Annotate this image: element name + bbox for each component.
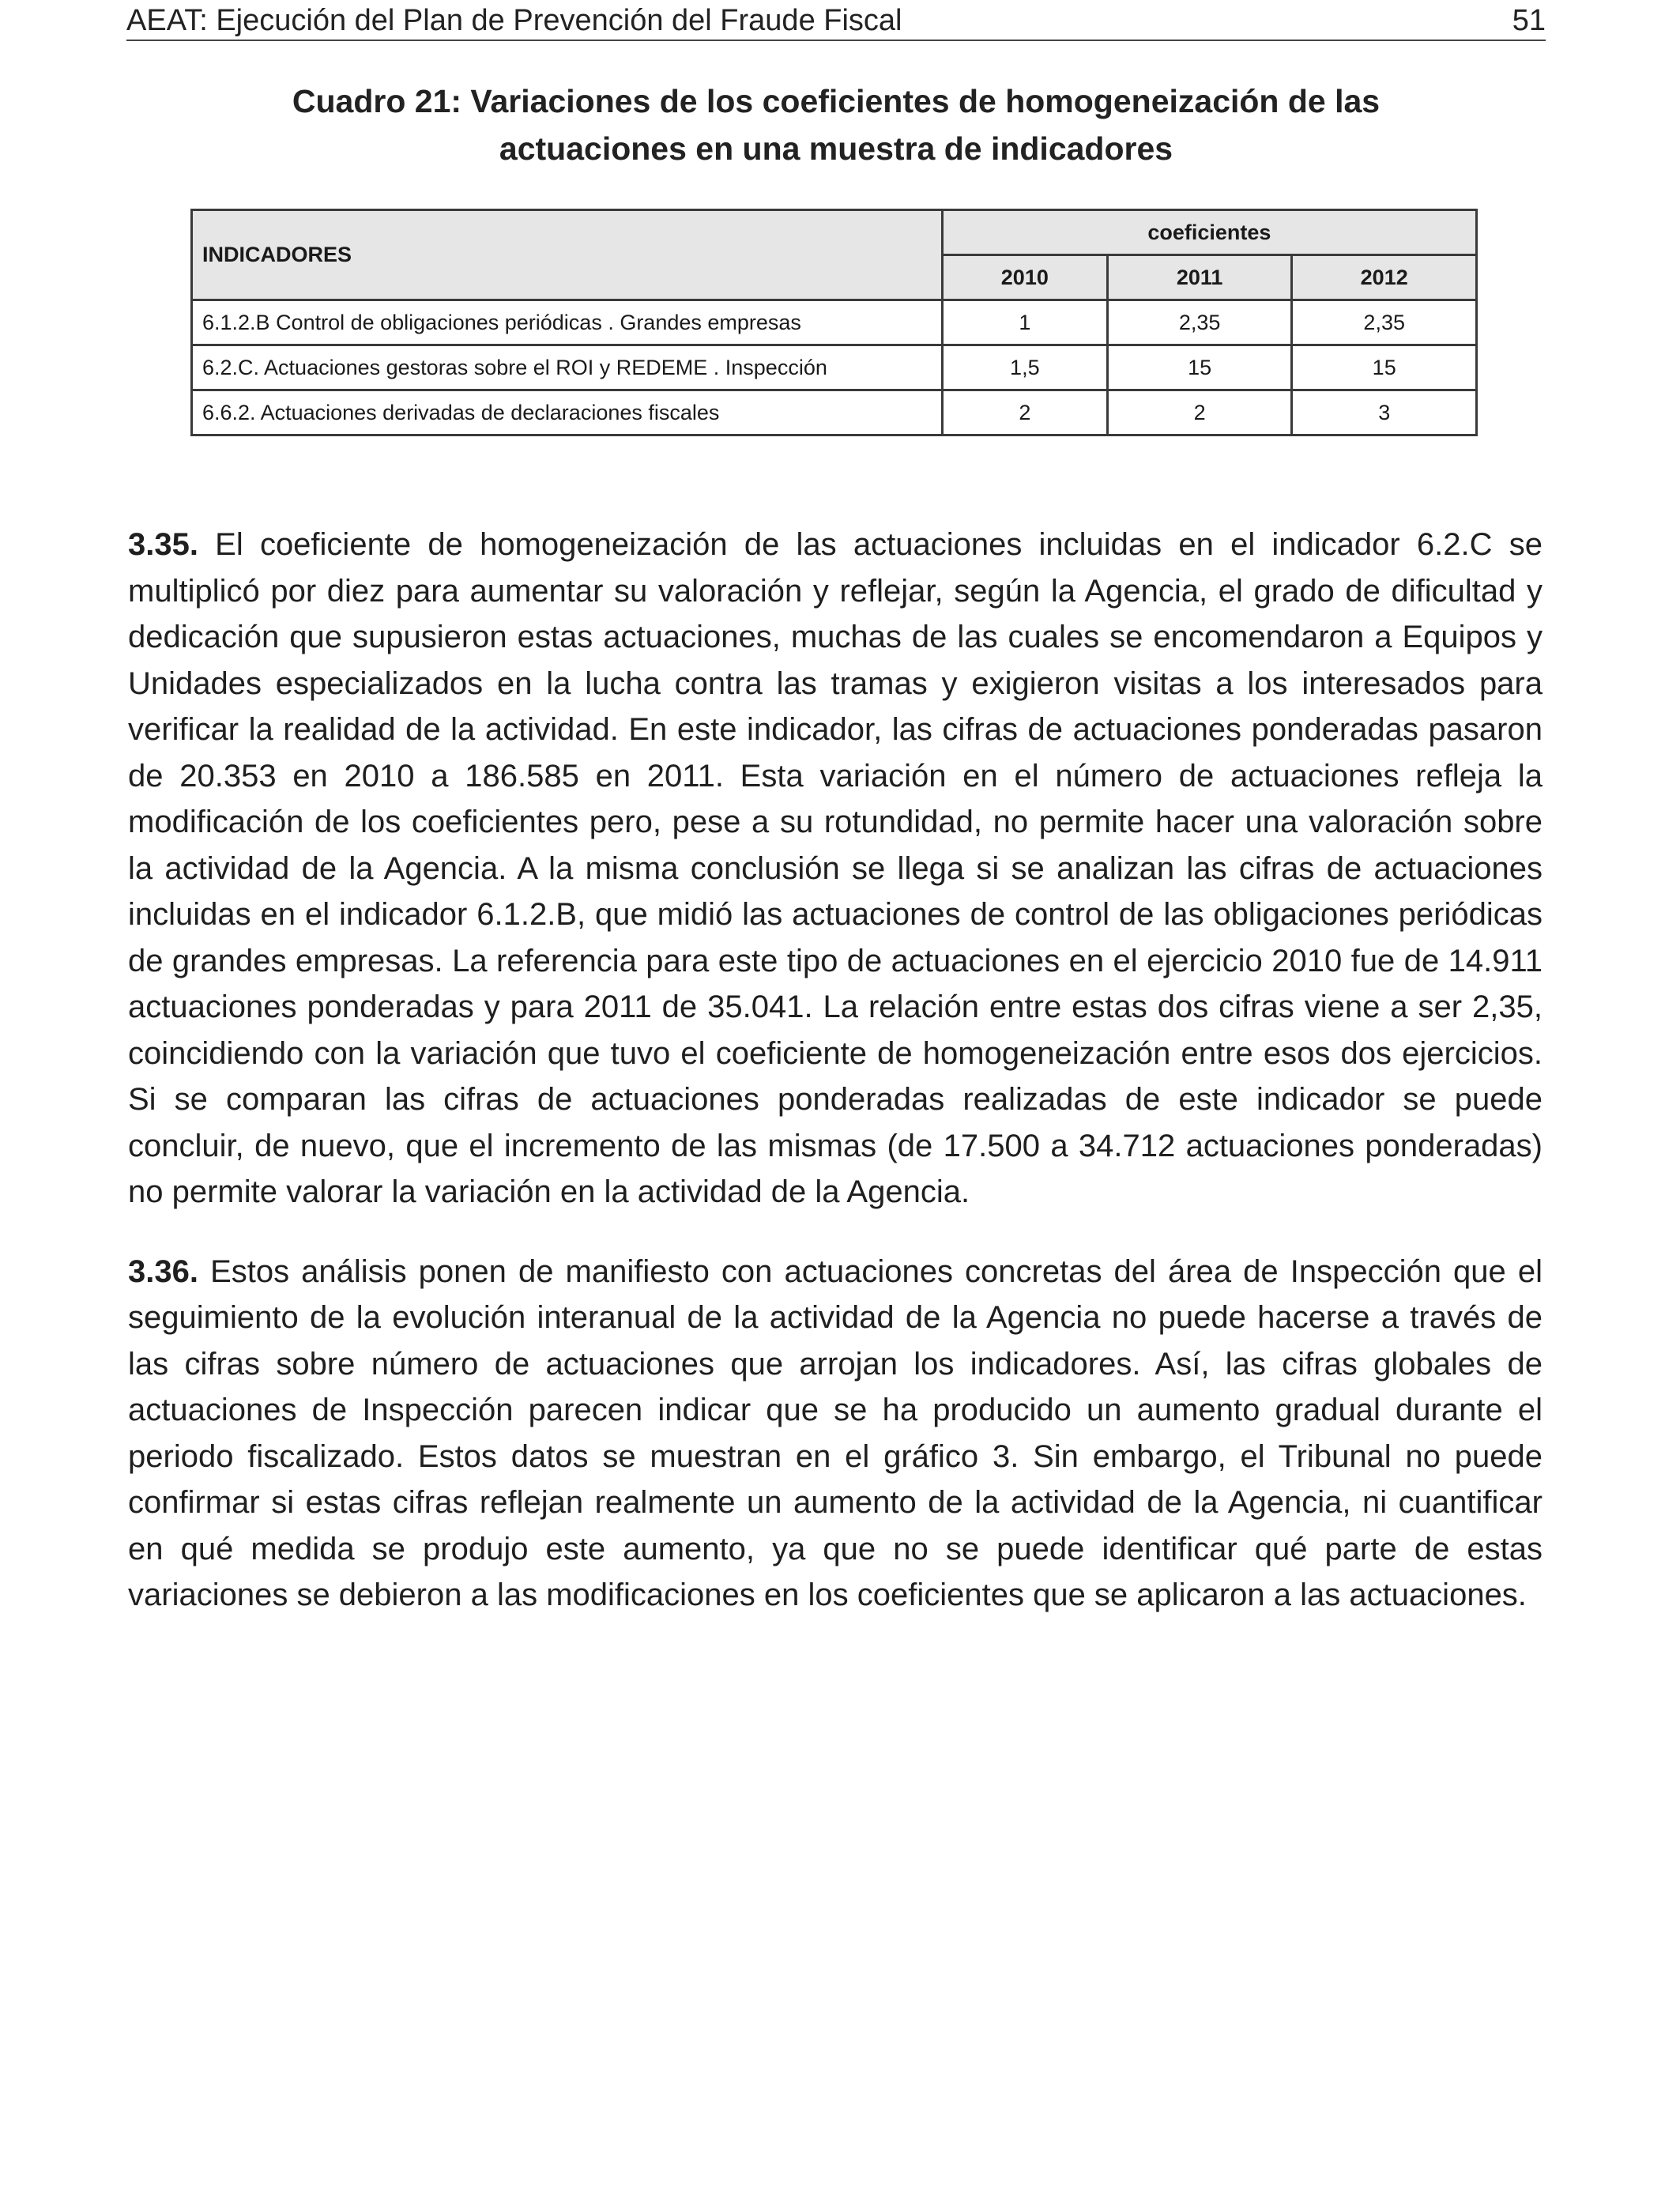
- table-caption: [126, 77, 1546, 172]
- coefficients-table: [190, 209, 1478, 436]
- paragraph-text: El coeficiente de homogeneización de las actuaciones incluidas en el indicador 6.2.C se multiplicó por diez para aumentar su valoración y reflejar, según la Agencia, el grado de dificultad y dedicación que supusieron estas actuaciones, muchas de las cuales se encomendaron a Equipos y Unidades especializados en la lucha contra las tramas y exigieron visitas a los interesados para verificar la realidad de la actividad. En este indicador, las cifras de actuaciones ponderadas pasaron de 20.353 en 2010 a 186.585 en 2011. Esta variación en el número de actuaciones refleja la modificación de los coeficientes pero, pese a su rotundidad, no permite hacer una valoración sobre la actividad de la Agencia. A la misma conclusión se llega si se analizan las cifras de actuaciones incluidas en el indicador 6.1.2.B, que midió las actuaciones de control de las obligaciones periódicas de grandes empresas. La referencia para este tipo de actuaciones en el ejercicio 2010 fue de 14.911 actuaciones ponderadas y para 2011 de 35.041. La relación entre estas dos cifras viene a ser 2,35, coincidiendo con la variación que tuvo el coeficiente de homogeneización entre esos dos ejercicios. Si se comparan las cifras de actuaciones ponderadas realizadas de este indicador se puede concluir, de nuevo, que el incremento de las mismas (de 17.500 a 34.712 actuaciones ponderadas) no permite valorar la variación en la actividad de la Agencia.: [128, 527, 1543, 1209]
- coef-2011: 15: [1107, 345, 1292, 390]
- header-coeficientes: coeficientes: [942, 210, 1476, 255]
- table-row: [192, 300, 1477, 345]
- table-row: [192, 345, 1477, 390]
- table-row: [192, 390, 1477, 435]
- paragraph-3-36: [128, 1249, 1543, 1619]
- coef-2010: 1,5: [942, 345, 1107, 390]
- header-year-2012: 2012: [1292, 255, 1477, 300]
- paragraph-text: Estos análisis ponen de manifiesto con actuaciones concretas del área de Inspección que el seguimiento de la evolución interanual de la actividad de la Agencia no puede hacerse a través de las cifras sobre número de actuaciones que arrojan los indicadores. Así, las cifras globales de actuaciones de Inspección parecen indicar que se ha producido un aumento gradual durante el periodo fiscalizado. Estos datos se muestran en el gráfico 3. Sin embargo, el Tribunal no puede confirmar si estas cifras reflejan realmente un aumento de la actividad de la Agencia, ni cuantificar en qué medida se produjo este aumento, ya que no se puede identificar qué parte de estas variaciones se debieron a las modificaciones en los coeficientes que se aplicaron a las actuaciones.: [128, 1253, 1543, 1612]
- coef-2011: 2: [1107, 390, 1292, 435]
- table-caption-line-2: actuaciones en una muestra de indicadores: [499, 130, 1173, 167]
- coef-2012: 15: [1292, 345, 1477, 390]
- paragraph-3-35: [128, 522, 1543, 1216]
- coef-2012: 2,35: [1292, 300, 1477, 345]
- header-title: AEAT: Ejecución del Plan de Prevención del Fraude Fiscal: [126, 4, 902, 37]
- coef-2011: 2,35: [1107, 300, 1292, 345]
- coef-2012: 3: [1292, 390, 1477, 435]
- coef-2010: 2: [942, 390, 1107, 435]
- paragraph-number: 3.35.: [128, 527, 198, 562]
- body-text: [128, 522, 1543, 1652]
- header-indicadores: INDICADORES: [192, 210, 943, 300]
- paragraph-number: 3.36.: [128, 1253, 198, 1289]
- header-year-2011: 2011: [1107, 255, 1292, 300]
- indicator-name: 6.6.2. Actuaciones derivadas de declaraciones fiscales: [192, 390, 943, 435]
- indicator-name: 6.2.C. Actuaciones gestoras sobre el ROI y REDEME . Inspección: [192, 345, 943, 390]
- table-header-row: [192, 210, 1477, 255]
- coef-2010: 1: [942, 300, 1107, 345]
- header-year-2010: 2010: [942, 255, 1107, 300]
- indicator-name: 6.1.2.B Control de obligaciones periódicas . Grandes empresas: [192, 300, 943, 345]
- page-header: [126, 0, 1546, 41]
- page-number: 51: [1512, 4, 1546, 37]
- table-caption-line-1: Cuadro 21: Variaciones de los coeficientes de homogeneización de las: [292, 83, 1381, 119]
